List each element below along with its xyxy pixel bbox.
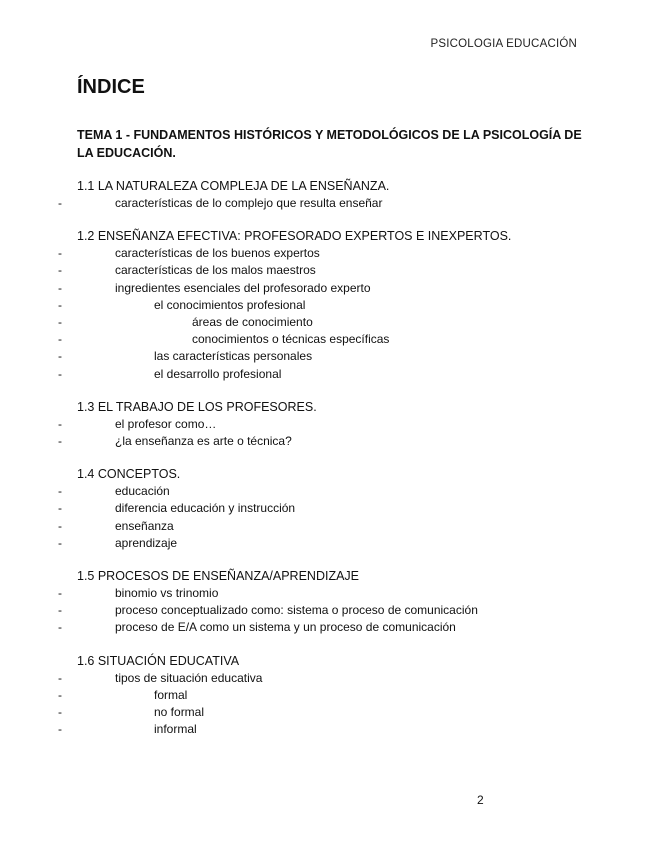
bullet-list [77, 245, 597, 383]
list-item: - informal [77, 721, 597, 738]
chapter-heading: TEMA 1 - FUNDAMENTOS HISTÓRICOS Y METODOLÓGICOS DE LA PSICOLOGÍA DE LA EDUCACIÓN. [77, 128, 582, 160]
section-heading: 1.3 EL TRABAJO DE LOS PROFESORES. [77, 399, 317, 414]
index-sections [77, 178, 597, 754]
section-heading: 1.2 ENSEÑANZA EFECTIVA: PROFESORADO EXPERTOS E INEXPERTOS. [77, 229, 512, 244]
list-item: - educación [77, 483, 597, 500]
list-item: - proceso conceptualizado como: sistema o proceso de comunicación [77, 602, 597, 619]
index-section [77, 178, 597, 212]
list-item: - diferencia educación y instrucción [77, 500, 597, 517]
index-section [77, 653, 597, 739]
index-section [77, 399, 597, 450]
section-heading: 1.6 SITUACIÓN EDUCATIVA [77, 653, 240, 668]
list-item: - ingredientes esenciales del profesorado experto [77, 280, 597, 297]
index-section [77, 568, 597, 637]
list-item: - áreas de conocimiento [77, 314, 597, 331]
bullet-list [77, 195, 597, 212]
list-item: - características de lo complejo que resulta enseñar [77, 195, 597, 212]
bullet-list [77, 585, 597, 637]
list-item: - formal [77, 687, 597, 704]
bullet-list [77, 670, 597, 739]
list-item: - características de los malos maestros [77, 262, 597, 279]
section-heading: 1.1 LA NATURALEZA COMPLEJA DE LA ENSEÑANZA. [77, 179, 390, 193]
section-heading: 1.5 PROCESOS DE ENSEÑANZA/APRENDIZAJE [77, 569, 360, 584]
section-heading: 1.4 CONCEPTOS. [77, 467, 181, 482]
list-item: - ¿la enseñanza es arte o técnica? [77, 433, 597, 450]
list-item: - las características personales [77, 348, 597, 365]
bullet-list [77, 416, 597, 450]
list-item: - tipos de situación educativa [77, 670, 597, 687]
list-item: - el desarrollo profesional [77, 366, 597, 383]
page-number: 2 [477, 793, 484, 807]
list-item: - el profesor como… [77, 416, 597, 433]
running-header: PSICOLOGIA EDUCACIÓN [430, 38, 577, 50]
list-item: - aprendizaje [77, 535, 597, 552]
list-item: - conocimientos o técnicas específicas [77, 331, 597, 348]
list-item: - el conocimientos profesional [77, 297, 597, 314]
list-item: - enseñanza [77, 518, 597, 535]
list-item: - no formal [77, 704, 597, 721]
list-item: - binomio vs trinomio [77, 585, 597, 602]
page-title: ÍNDICE [77, 76, 145, 98]
bullet-list [77, 483, 597, 552]
list-item: - características de los buenos expertos [77, 245, 597, 262]
index-section [77, 466, 597, 552]
list-item: - proceso de E/A como un sistema y un proceso de comunicación [77, 619, 597, 636]
index-section [77, 228, 597, 383]
